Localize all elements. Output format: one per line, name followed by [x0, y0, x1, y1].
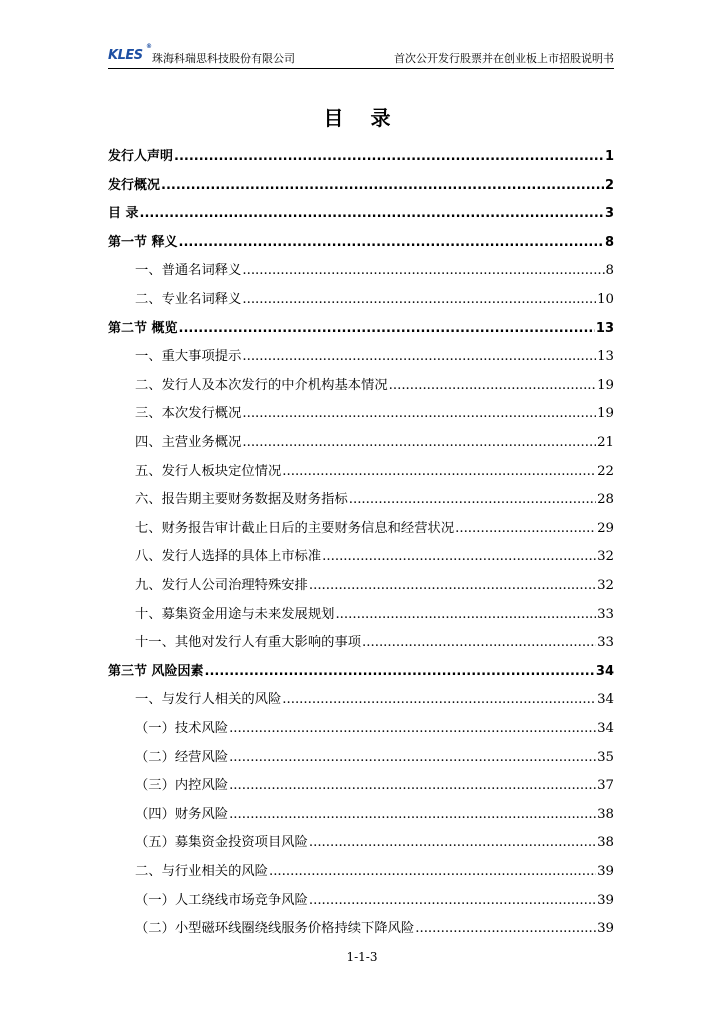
- toc-leader-dots: [174, 149, 604, 165]
- toc-entry[interactable]: [108, 915, 614, 937]
- toc-entry-label: 八、发行人选择的具体上市标准: [135, 549, 322, 565]
- toc-entry[interactable]: [108, 887, 614, 909]
- toc-leader-dots: [205, 664, 595, 680]
- toc-entry-label: 一、与发行人相关的风险: [135, 692, 282, 708]
- toc-entry-page: 33: [597, 606, 614, 622]
- toc-leader-dots: [269, 864, 596, 880]
- logo-text: KLES: [108, 48, 143, 63]
- toc-entry-label: 二、与行业相关的风险: [135, 864, 268, 879]
- toc-entry[interactable]: [108, 372, 614, 394]
- toc-entry-label: 一、重大事项提示: [135, 349, 242, 365]
- toc-entry-page: 34: [595, 663, 614, 679]
- toc-entry[interactable]: [108, 686, 614, 708]
- toc-leader-dots: [415, 921, 596, 937]
- toc-entry-label: 目 录: [108, 206, 139, 222]
- toc-entry[interactable]: [108, 829, 614, 851]
- toc-entry[interactable]: [108, 629, 614, 651]
- page-title: 目 录: [323, 106, 401, 130]
- toc-entry-page: 2: [604, 177, 614, 193]
- company-logo: [108, 43, 152, 63]
- toc-leader-dots: [229, 750, 596, 766]
- toc-leader-dots: [362, 635, 596, 651]
- toc-entry-label: （三）内控风险: [135, 778, 229, 794]
- toc-entry-label: 十、募集资金用途与未来发展规划: [135, 606, 335, 622]
- toc-leader-dots: [309, 893, 596, 909]
- toc-entry[interactable]: [108, 257, 614, 279]
- toc-entry[interactable]: [108, 801, 614, 823]
- toc-leader-dots: [455, 521, 596, 537]
- toc-entry-label: 发行人声明: [108, 149, 174, 164]
- registered-mark: ®: [146, 43, 152, 50]
- toc-entry[interactable]: [108, 572, 614, 594]
- toc-entry-page: 21: [597, 435, 614, 450]
- toc-entry-label: 第三节 风险因素: [108, 663, 204, 679]
- toc-entry[interactable]: [108, 315, 614, 337]
- toc-entry-page: 19: [597, 406, 614, 422]
- toc-entry-label: 二、发行人及本次发行的中介机构基本情况: [135, 377, 388, 393]
- toc-entry-page: 38: [597, 835, 614, 851]
- toc-entry-page: 35: [597, 749, 614, 765]
- toc-entry[interactable]: [108, 715, 614, 737]
- toc-entry-page: 8: [604, 234, 614, 250]
- toc-entry-page: 37: [597, 778, 614, 794]
- toc-entry-page: 3: [604, 206, 614, 222]
- company-name: 珠海科瑞思科技股份有限公司: [152, 52, 295, 65]
- toc-entry[interactable]: [108, 658, 614, 680]
- toc-entry-page: 39: [597, 864, 614, 879]
- toc-entry[interactable]: [108, 200, 614, 222]
- toc-entry-page: 10: [597, 292, 614, 307]
- toc-leader-dots: [282, 464, 596, 480]
- page-number: 1-1-3: [346, 950, 378, 964]
- toc-entry[interactable]: [108, 486, 614, 508]
- toc-leader-dots: [179, 321, 595, 337]
- toc-entry[interactable]: [108, 143, 614, 165]
- toc-leader-dots: [242, 406, 596, 422]
- toc-entry-page: 34: [597, 692, 614, 708]
- toc-leader-dots: [389, 378, 596, 394]
- toc-entry-page: 28: [597, 492, 614, 508]
- toc-entry-label: 十一、其他对发行人有重大影响的事项: [135, 635, 362, 651]
- toc-leader-dots: [309, 835, 596, 851]
- toc-entry-label: （五）募集资金投资项目风险: [135, 835, 308, 851]
- toc-entry-page: 33: [597, 635, 614, 651]
- toc-leader-dots: [282, 692, 596, 708]
- toc-entry-page: 8: [605, 263, 614, 279]
- toc-entry-label: （一）人工绕线市场竞争风险: [135, 892, 308, 908]
- toc-entry-label: 五、发行人板块定位情况: [135, 463, 282, 479]
- toc-entry-page: 39: [597, 921, 614, 937]
- toc-entry-page: 19: [597, 377, 614, 393]
- toc-entry-page: 32: [597, 549, 614, 565]
- toc-leader-dots: [349, 492, 596, 508]
- toc-entry-label: 发行概况: [108, 177, 161, 193]
- toc-entry-label: 二、专业名词释义: [135, 292, 242, 307]
- toc-leader-dots: [242, 263, 604, 279]
- toc-entry-label: 四、主营业务概况: [135, 435, 242, 450]
- toc-entry[interactable]: [108, 858, 614, 880]
- toc-entry-page: 13: [597, 349, 614, 365]
- toc-entry-label: 第二节 概览: [108, 320, 178, 336]
- toc-entry-page: 13: [595, 320, 614, 336]
- toc-entry[interactable]: [108, 601, 614, 623]
- toc-entry-label: （二）小型磁环线圈绕线服务价格持续下降风险: [135, 921, 415, 937]
- toc-leader-dots: [229, 807, 596, 823]
- document-title: 首次公开发行股票并在创业板上市招股说明书: [394, 52, 614, 65]
- toc-entry-label: 第一节 释义: [108, 234, 178, 250]
- toc-entry-label: 一、普通名词释义: [135, 263, 242, 279]
- toc-entry-page: 34: [597, 721, 614, 736]
- toc-leader-dots: [229, 721, 596, 737]
- toc-entry-label: （二）经营风险: [135, 749, 229, 765]
- toc-entry[interactable]: [108, 515, 614, 537]
- toc-leader-dots: [335, 607, 596, 623]
- toc-entry-label: 七、财务报告审计截止日后的主要财务信息和经营状况: [135, 520, 455, 536]
- toc-entry[interactable]: [108, 458, 614, 480]
- toc-entry[interactable]: [108, 229, 614, 251]
- toc-entry-label: （一）技术风险: [135, 721, 229, 736]
- toc-entry-page: 32: [597, 578, 614, 593]
- toc-entry-label: 九、发行人公司治理特殊安排: [135, 578, 308, 593]
- toc-entry[interactable]: [108, 343, 614, 365]
- toc-leader-dots: [322, 549, 596, 565]
- toc-leader-dots: [309, 578, 596, 594]
- toc-entry-page: 39: [597, 892, 614, 908]
- toc-entry-label: （四）财务风险: [135, 806, 229, 822]
- toc-entry-label: 三、本次发行概况: [135, 406, 242, 422]
- toc-leader-dots: [161, 178, 604, 194]
- toc-entry-label: 六、报告期主要财务数据及财务指标: [135, 492, 348, 508]
- toc-entry-page: 38: [597, 806, 614, 822]
- toc-leader-dots: [242, 292, 596, 308]
- toc-entry[interactable]: [108, 400, 614, 422]
- toc-entry-page: 29: [597, 520, 614, 536]
- toc-entry-page: 22: [597, 463, 614, 479]
- toc-leader-dots: [242, 435, 596, 451]
- toc-leader-dots: [179, 235, 604, 251]
- toc-entry[interactable]: [108, 772, 614, 794]
- toc-leader-dots: [140, 206, 604, 222]
- toc-entry[interactable]: [108, 429, 614, 451]
- toc-entry[interactable]: [108, 172, 614, 194]
- page-header: [108, 44, 614, 69]
- toc-leader-dots: [242, 349, 596, 365]
- toc-leader-dots: [229, 778, 596, 794]
- toc-entry-page: 1: [604, 149, 614, 164]
- toc-entry[interactable]: [108, 744, 614, 766]
- toc-entry[interactable]: [108, 286, 614, 308]
- toc-entry[interactable]: [108, 543, 614, 565]
